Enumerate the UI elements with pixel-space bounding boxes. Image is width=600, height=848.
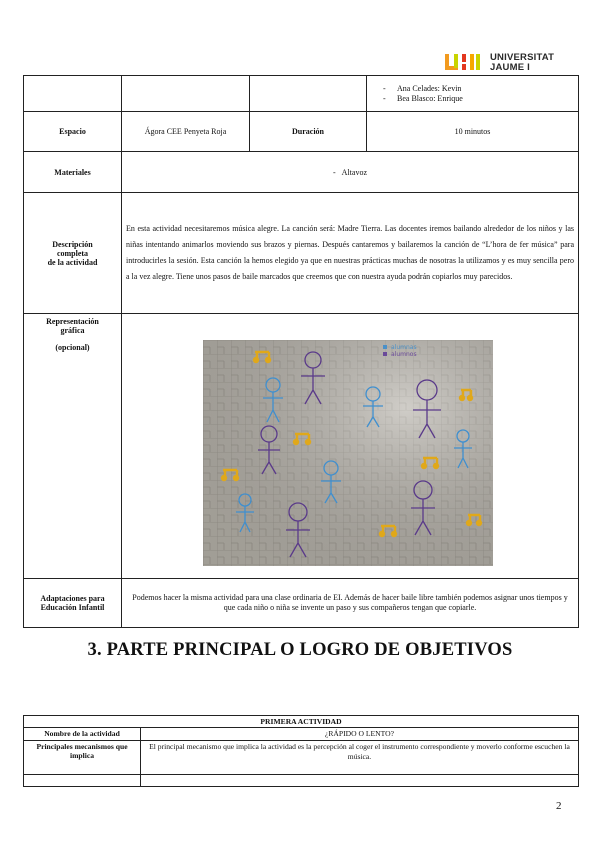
activity-table (23, 715, 579, 787)
activity-header: PRIMERA ACTIVIDAD (24, 716, 579, 728)
adaptaciones-text: Podemos hacer la misma actividad para una clase ordinaria de EI. Además de hacer baile libre también podemos asignar unos tiempos y que cada niño o niña se invente un paso y sus compañeros tengan que copiarle. (122, 579, 579, 628)
authors-list (367, 76, 579, 112)
mecanismos-label: Principales mecanismos que implica (24, 741, 141, 775)
uji-logo-icon (445, 52, 487, 72)
nombre-label: Nombre de la actividad (24, 728, 141, 741)
duracion-label: Duración (250, 112, 367, 152)
legend-boys: alumnos (391, 351, 417, 358)
espacio-value: Ágora CEE Penyeta Roja (122, 112, 250, 152)
adaptaciones-label: Adaptaciones para Educación Infantil (24, 579, 122, 628)
authors-row (24, 76, 579, 112)
drawing-cell (122, 314, 579, 579)
legend-girls: alumnas (391, 344, 417, 351)
empty-cell (24, 775, 141, 787)
adaptaciones-row (24, 579, 579, 628)
mecanismos-value: El principal mecanismo que implica la actividad es la percepción al coger el instrumento correspondiente y moverlo conforme escuchen la música. (141, 741, 579, 775)
session-table (23, 75, 579, 628)
nombre-value: ¿RÁPIDO O LENTO? (141, 728, 579, 741)
espacio-row (24, 112, 579, 152)
representacion-label: Representación gráfica (opcional) (24, 314, 122, 579)
drawing-illustration (203, 340, 493, 566)
materiales-label: Materiales (24, 152, 122, 193)
representacion-row (24, 314, 579, 579)
descripcion-text: En esta actividad necesitaremos música alegre. La canción será: Madre Tierra. Las docentes iremos bailando alrededor de los niños y las niñas intentando animarlos moviendo sus brazos y piernas. Después cantaremos y bailaremos la canción de “L’hora de fer música” para introducirles la sesión. Esta canción la hemos elegido ya que en nuestras prácticas muchas de nosotras la utilizamos y es muy sencilla pero a la vez alegre. Tiene unos pasos de baile marcados que creemos que con nuestra ayuda podrán copiarlos muy parecidos. (122, 193, 579, 314)
descripcion-row (24, 193, 579, 314)
espacio-label: Espacio (24, 112, 122, 152)
page-number: 2 (556, 800, 562, 812)
class-drawing-photo (203, 340, 493, 566)
duracion-value: 10 minutos (367, 112, 579, 152)
author-item: - Ana Celades: Kevin (383, 84, 574, 94)
materiales-row (24, 152, 579, 193)
university-logo (445, 52, 565, 74)
logo-text: UNIVERSITAT JAUME I (490, 52, 555, 73)
materiales-value: - Altavoz (122, 152, 579, 193)
descripcion-label: Descripción completa de la actividad (24, 193, 122, 314)
section-title: 3. PARTE PRINCIPAL O LOGRO DE OBJETIVOS (87, 640, 513, 660)
author-item: - Bea Blasco: Enrique (383, 94, 574, 104)
empty-cell (141, 775, 579, 787)
